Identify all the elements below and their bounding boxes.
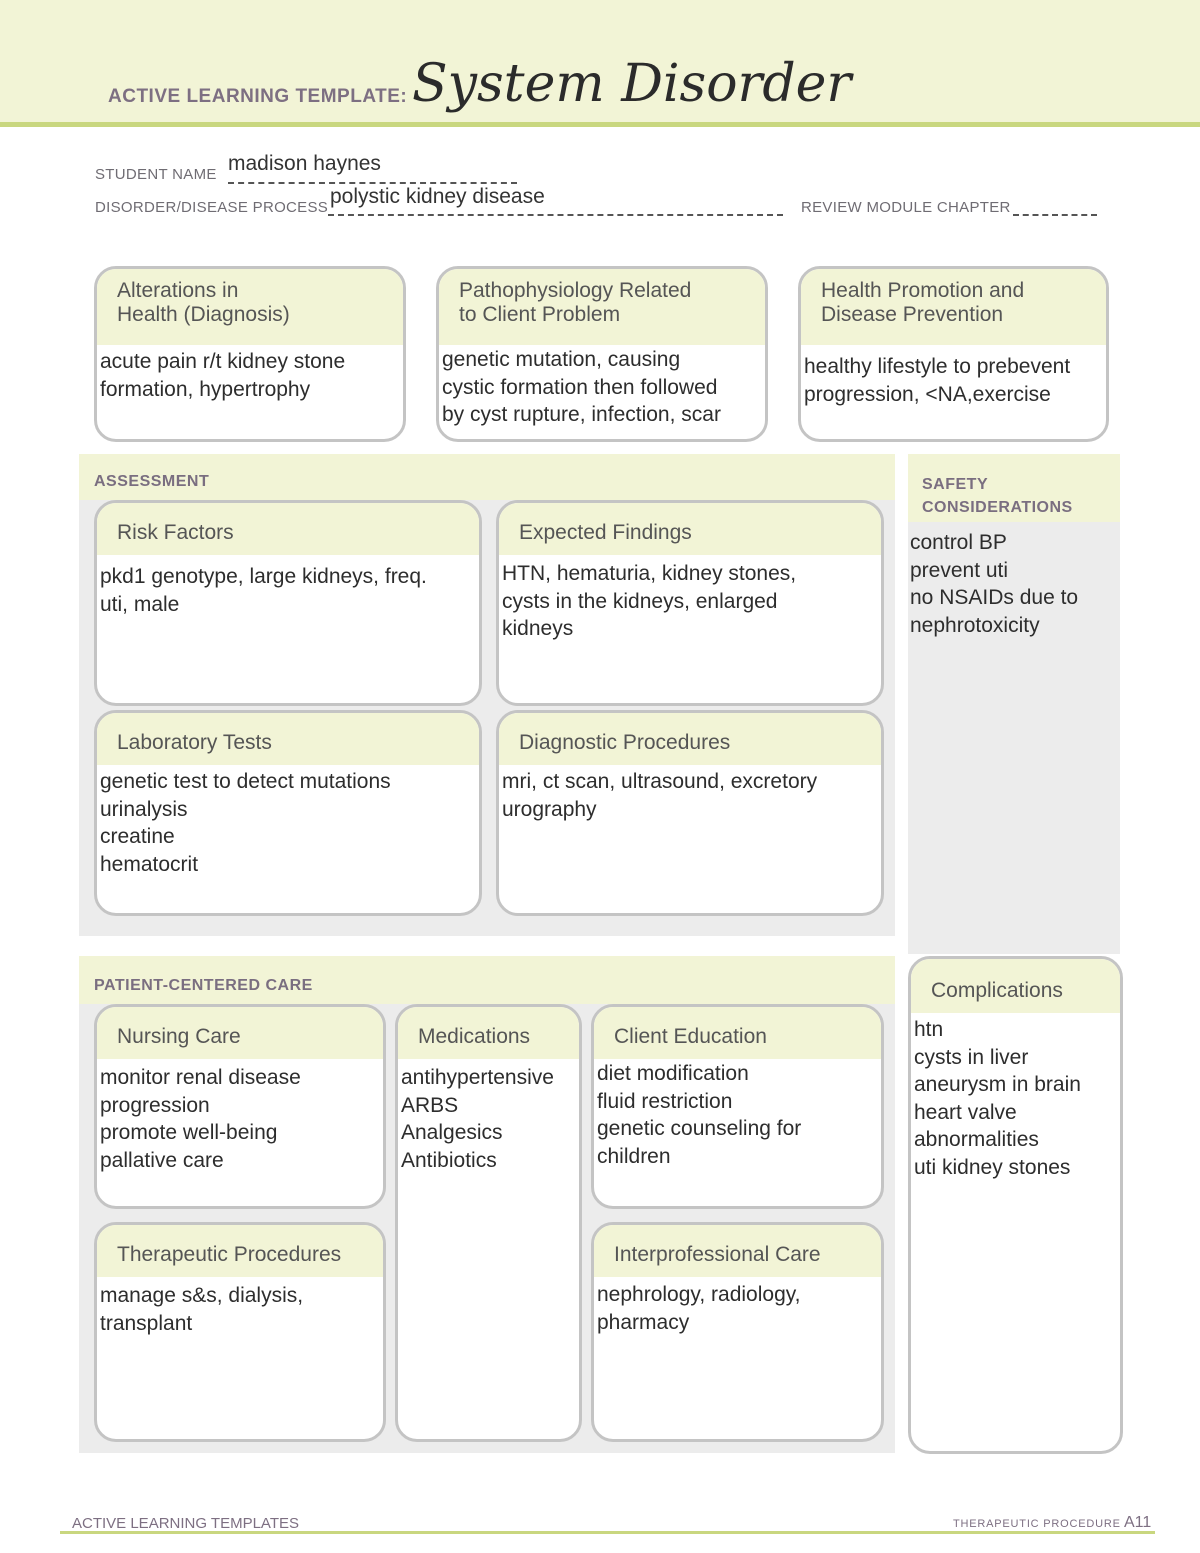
health-promotion-card (798, 266, 1109, 442)
page-number: A11 (1124, 1514, 1152, 1531)
patient-care-label: PATIENT-CENTERED CARE (94, 977, 313, 994)
client-education-body[interactable]: diet modification fluid restriction genetic counseling for children (597, 1062, 802, 1168)
safety-body[interactable]: control BP prevent uti no NSAIDs due to nephrotoxicity (910, 531, 1079, 637)
pathophysiology-card-body[interactable]: genetic mutation, causing cystic formation then followed by cyst rupture, infection, scar (442, 348, 721, 426)
expected-findings-card (496, 500, 884, 706)
complications-body[interactable]: htn cysts in liver aneurysm in brain heart valve abnormalities uti kidney stones (914, 1018, 1081, 1179)
student-name-line (228, 182, 517, 184)
nursing-care-title: Nursing Care (97, 1007, 383, 1059)
therapeutic-procedures-body[interactable]: manage s&s, dialysis, transplant (100, 1284, 304, 1335)
nursing-care-body[interactable]: monitor renal disease progression promote well-being pallative care (100, 1066, 301, 1172)
laboratory-tests-card (94, 710, 482, 916)
diagnostic-procedures-card (496, 710, 884, 916)
laboratory-tests-title: Laboratory Tests (97, 713, 479, 765)
pathophysiology-card-title: Pathophysiology Related to Client Problem (439, 269, 765, 345)
complications-title: Complications (911, 959, 1120, 1013)
health-promotion-card-title: Health Promotion and Disease Prevention (801, 269, 1106, 345)
review-module-line (1013, 214, 1097, 216)
disorder-field[interactable]: polystic kidney disease (330, 185, 545, 208)
client-education-card (591, 1004, 884, 1209)
therapeutic-procedures-card (94, 1222, 386, 1442)
interprofessional-care-title: Interprofessional Care (594, 1225, 881, 1277)
medications-title: Medications (398, 1007, 579, 1059)
safety-label: SAFETY CONSIDERATIONS (922, 476, 1073, 516)
template-label: ACTIVE LEARNING TEMPLATE: (108, 86, 408, 107)
alterations-card-title: Alterations in Health (Diagnosis) (97, 269, 403, 345)
diagnostic-procedures-body[interactable]: mri, ct scan, ultrasound, excretory urography (502, 770, 818, 821)
alterations-card (94, 266, 406, 442)
footer-right-label: THERAPEUTIC PROCEDURE (953, 1518, 1121, 1530)
medications-card (395, 1004, 582, 1442)
risk-factors-card (94, 500, 482, 706)
client-education-title: Client Education (594, 1007, 881, 1059)
student-name-label: STUDENT NAME (95, 166, 217, 183)
interprofessional-care-card (591, 1222, 884, 1442)
risk-factors-title: Risk Factors (97, 503, 479, 555)
therapeutic-procedures-title: Therapeutic Procedures (97, 1225, 383, 1277)
nursing-care-card (94, 1004, 386, 1209)
disorder-label: DISORDER/DISEASE PROCESS (95, 199, 329, 216)
page-title: System Disorder (412, 54, 852, 114)
health-promotion-card-body[interactable]: healthy lifestyle to prebevent progression, <NA,exercise (804, 355, 1071, 406)
pathophysiology-card (436, 266, 768, 442)
footer-left-label: ACTIVE LEARNING TEMPLATES (72, 1515, 299, 1532)
laboratory-tests-body[interactable]: genetic test to detect mutations urinalysis creatine hematocrit (100, 770, 391, 876)
header-rule (0, 122, 1200, 127)
interprofessional-care-body[interactable]: nephrology, radiology, pharmacy (597, 1283, 801, 1334)
expected-findings-body[interactable]: HTN, hematuria, kidney stones, cysts in the kidneys, enlarged kidneys (502, 562, 797, 640)
expected-findings-title: Expected Findings (499, 503, 881, 555)
assessment-label: ASSESSMENT (94, 473, 210, 490)
risk-factors-body[interactable]: pkd1 genotype, large kidneys, freq. uti, male (100, 565, 427, 616)
alterations-card-body[interactable]: acute pain r/t kidney stone formation, hypertrophy (100, 350, 346, 401)
student-name-field[interactable]: madison haynes (228, 152, 381, 175)
review-module-label: REVIEW MODULE CHAPTER (801, 199, 1011, 216)
disorder-line (328, 214, 783, 216)
diagnostic-procedures-title: Diagnostic Procedures (499, 713, 881, 765)
medications-body[interactable]: antihypertensive ARBS Analgesics Antibiotics (401, 1066, 554, 1172)
complications-card (908, 956, 1123, 1454)
